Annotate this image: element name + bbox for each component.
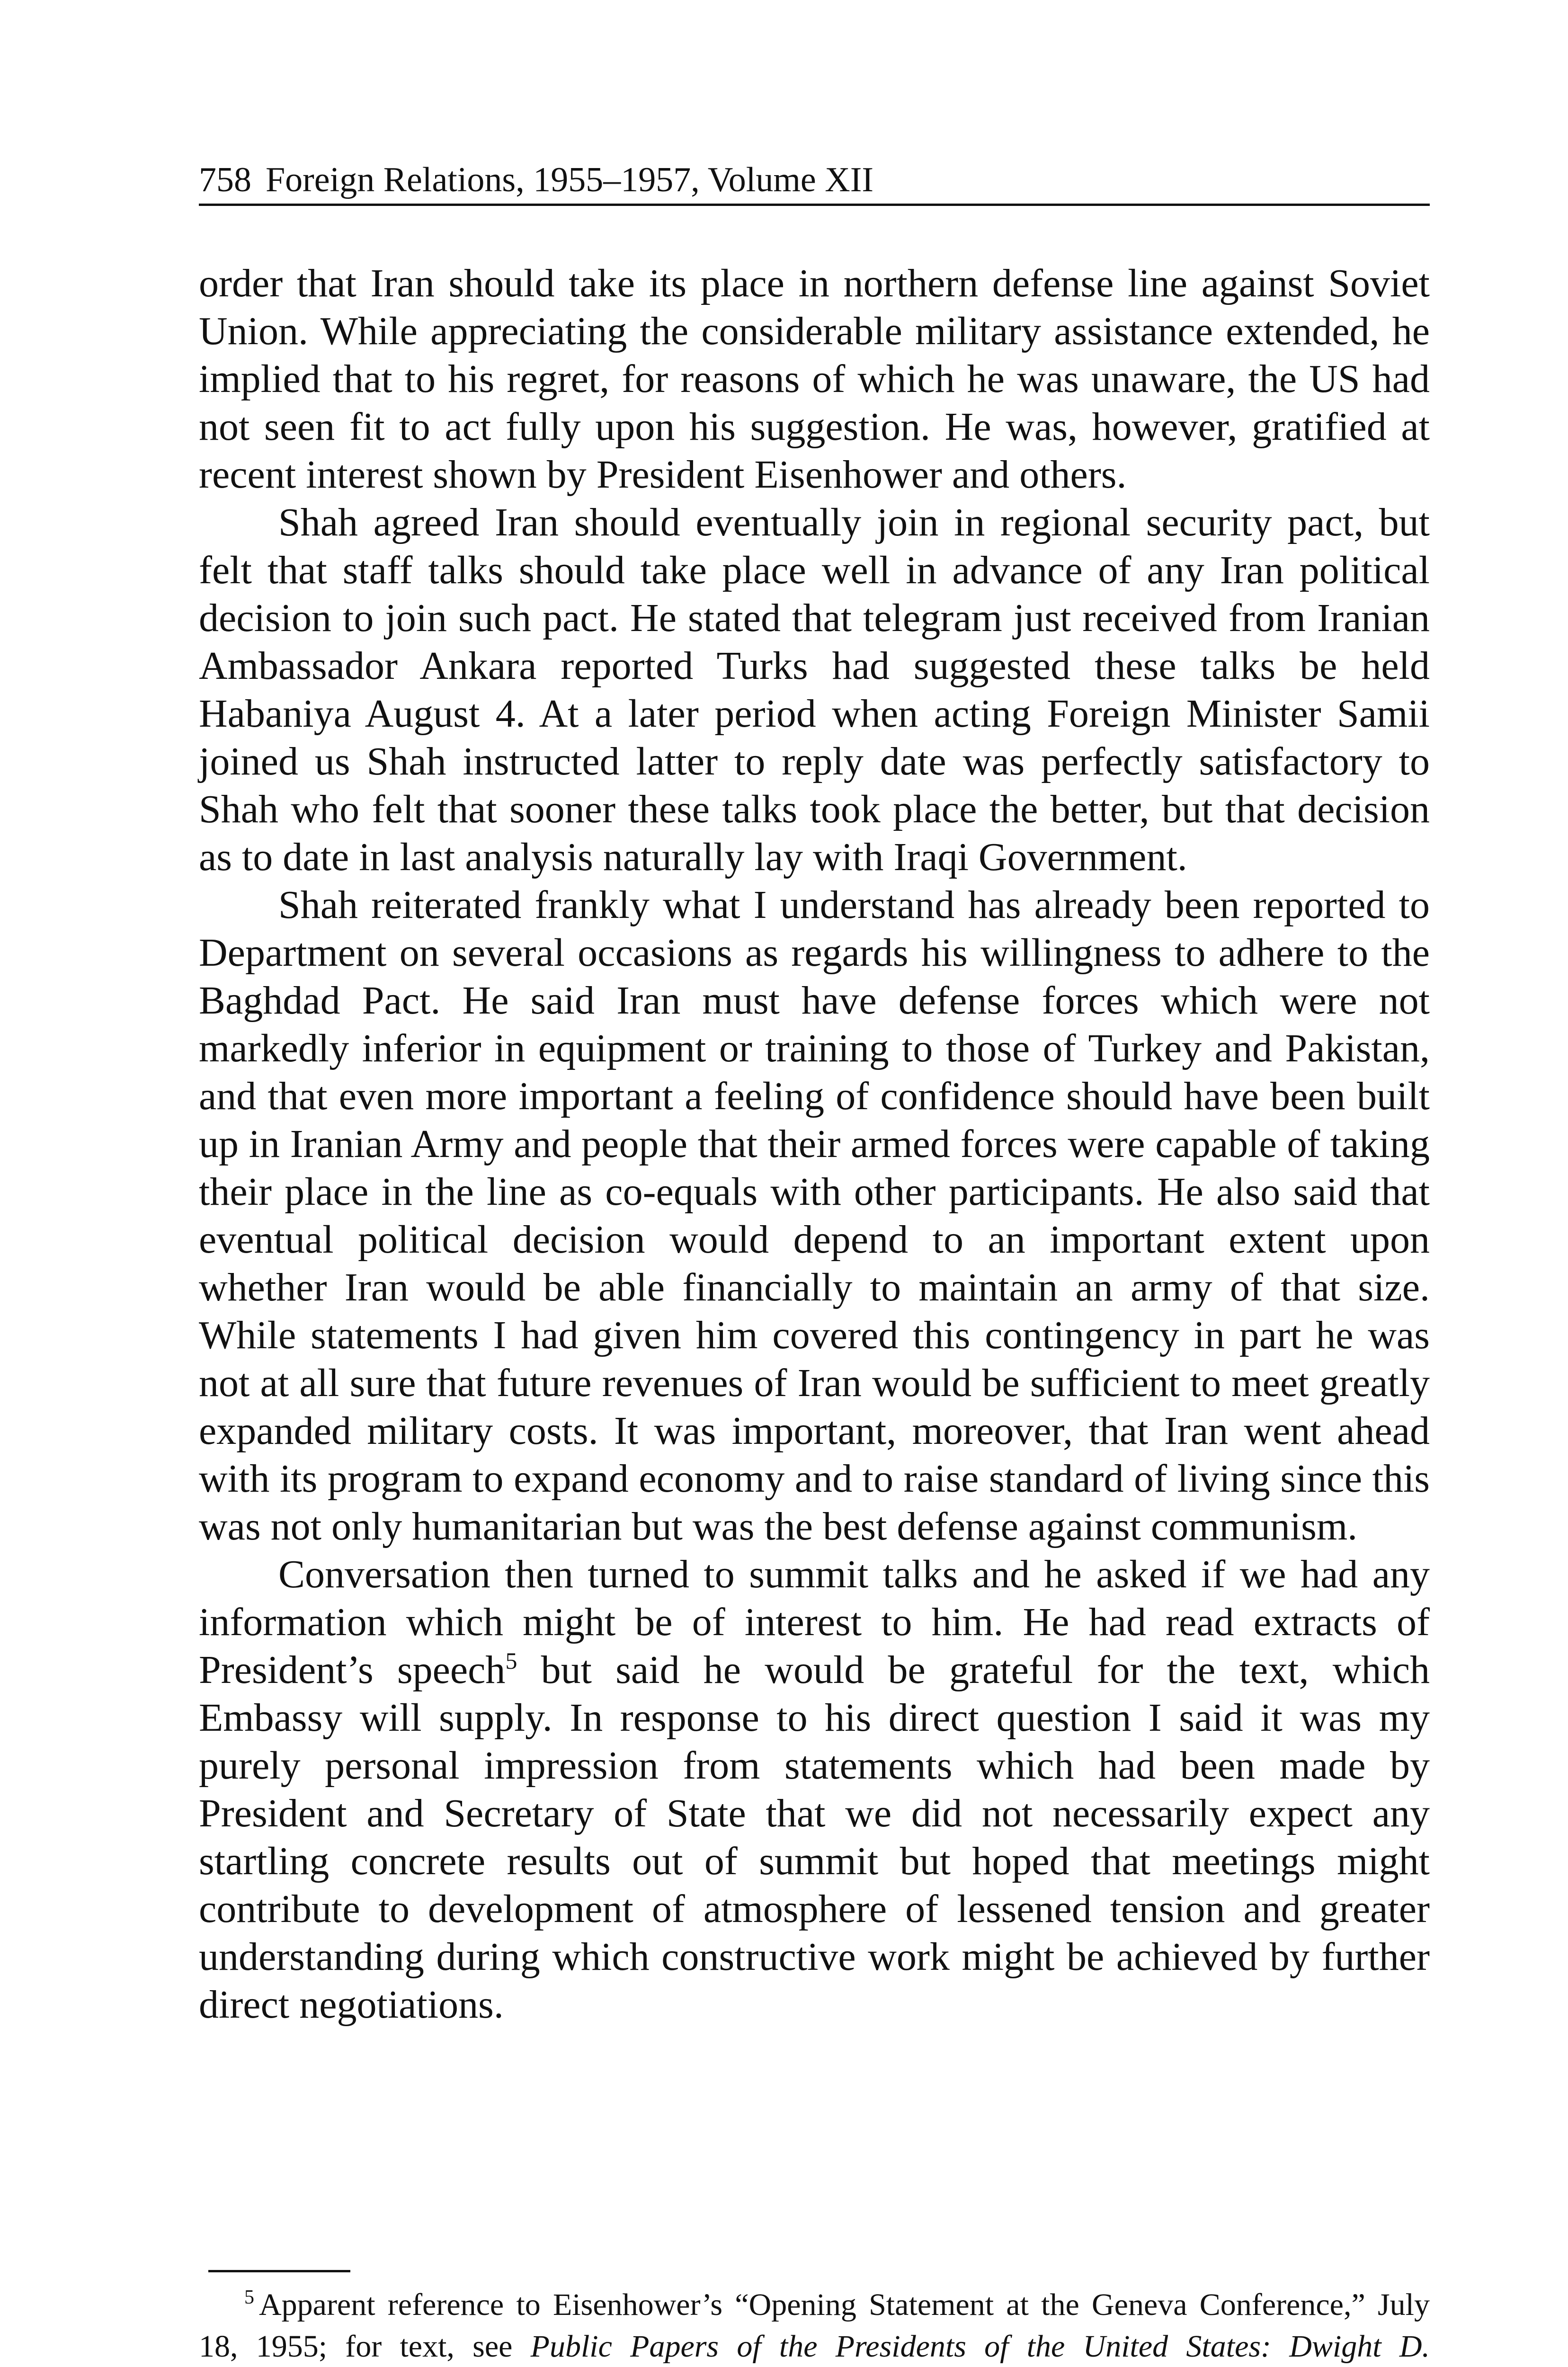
paragraph-4 <box>199 1550 1430 2029</box>
paragraph-1: order that Iran should take its place in northern defense line against Soviet Union. While appreciating the considerable military assistance extended, he implied that to his regret, for reasons of which he was unaware, the US had not seen fit to act fully upon his suggestion. He was, however, gratified at recent interest shown by President Eisenhower and others. <box>199 261 1430 497</box>
paragraph-2: Shah agreed Iran should eventually join in regional security pact, but felt that staff talks should take place well in advance of any Iran political decision to join such pact. He stated that telegram just received from Iranian Ambassador Ankara reported Turks had suggested these talks be held Habaniya August 4. At a later period when acting Foreign Minister Samii joined us Shah instructed latter to reply date was perfectly satisfactory to Shah who felt that sooner these talks took place the better, but that decision as to date in last analysis naturally lay with Iraqi Government. <box>199 500 1430 879</box>
footnote-reference: 5 <box>505 1647 517 1674</box>
paragraph-4-text-a: Conversation then turned to summit talks and he asked if we had any information which might be of interest to him. He had read extracts of President’s speech <box>199 1552 1430 1692</box>
footnote-divider <box>208 2270 350 2272</box>
paragraph-4-text-b: but said he would be grateful for the text, which Embassy will supply. In response to his direct question I said it was my purely personal impression from statements which had been made by President and Secretary of State that we did not necessarily expect any startling concrete results out of summit but hoped that meetings might contribute to development of atmosphere of lessened tension and greater understanding during which constructive work might be achieved by further direct negotiations. <box>199 1648 1430 2027</box>
footnote-text-a: Apparent reference to Eisenhower’s “Opening Statement at the Geneva Conference,” July 18, 1955; for text, see <box>199 2287 1430 2364</box>
running-title: Foreign Relations, 1955–1957, Volume XII <box>266 160 873 199</box>
page-number: 758 <box>199 160 251 199</box>
footnote-paragraph <box>199 2284 1430 2367</box>
footnote-marker: 5 <box>244 2287 254 2308</box>
footnote-source-title: Public Papers of the Presidents of the United States: Dwight D. <box>530 2329 1430 2364</box>
paragraph-3: Shah reiterated frankly what I understand has already been reported to Department on several occasions as regards his willingness to adhere to the Baghdad Pact. He said Iran must have defense forces which were not markedly inferior in equipment or training to those of Turkey and Pakistan, and that even more important a feeling of confidence should have been built up in Iranian Army and people that their armed forces were capable of taking their place in the line as co-equals with other participants. He also said that eventual political decision would depend to an important extent upon whether Iran would be able financially to maintain an army of that size. While statements I had given him covered this contingency in part he was not at all sure that future revenues of Iran would be sufficient to meet greatly expanded military costs. It was important, moreover, that Iran went ahead with its program to expand economy and to raise standard of living since this was not only humanitarian but was the best defense against communism. <box>199 883 1430 1548</box>
running-head <box>199 156 1430 206</box>
footnote <box>199 2284 1430 2367</box>
body-text <box>199 259 1430 2029</box>
